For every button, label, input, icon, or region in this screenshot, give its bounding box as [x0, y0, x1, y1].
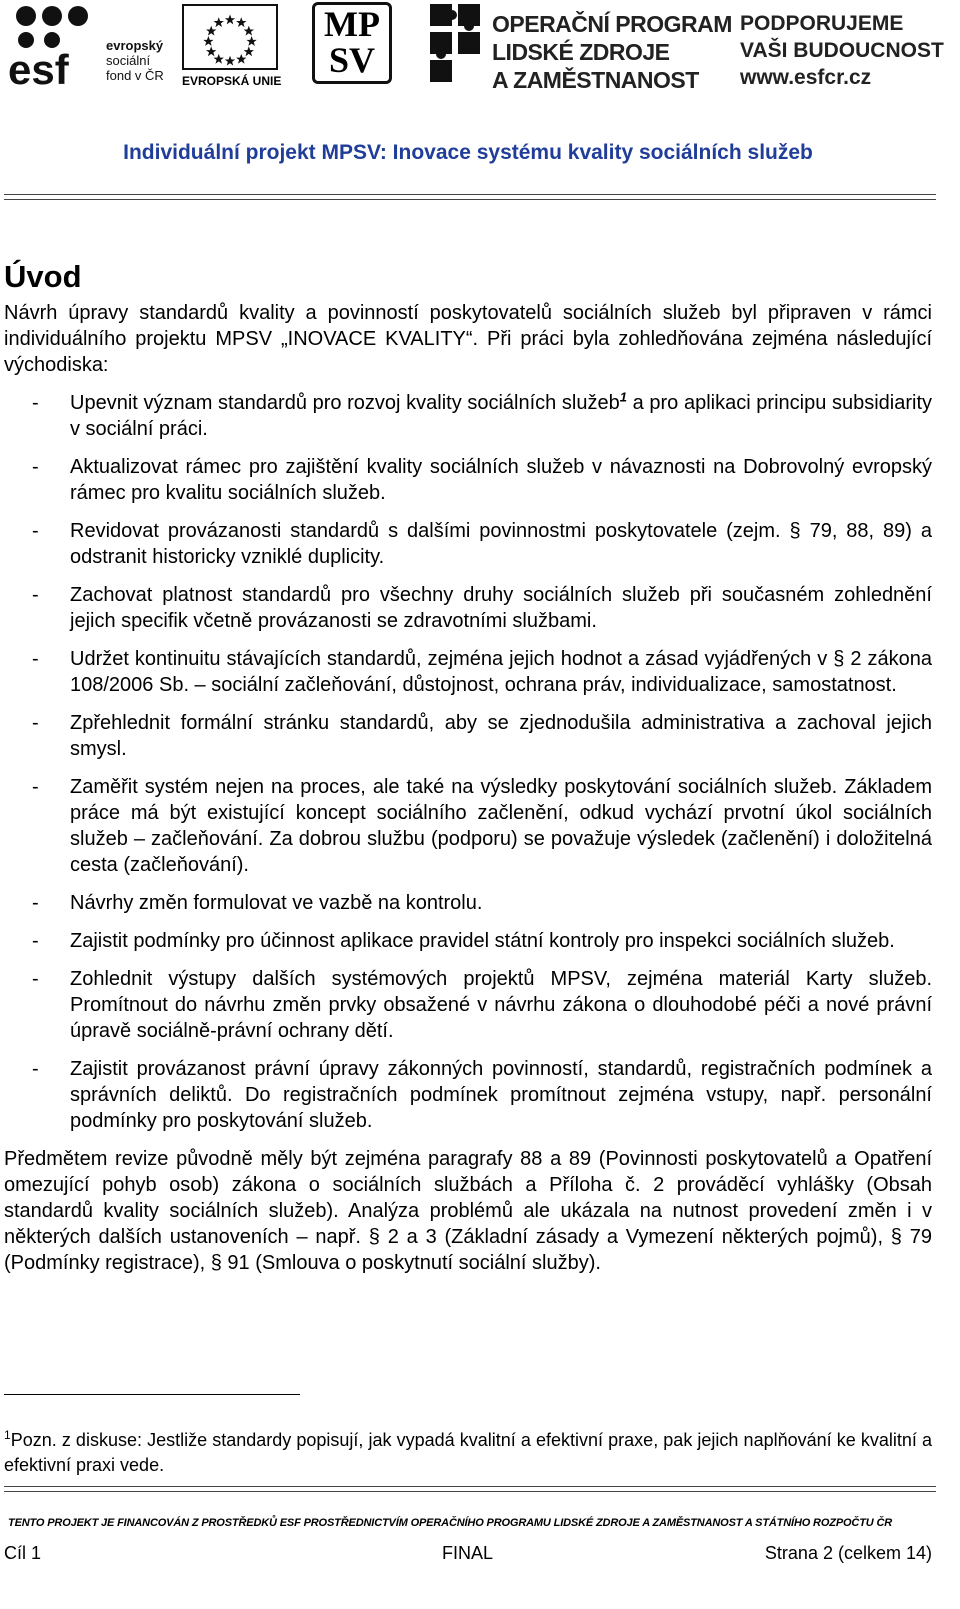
funding-statement: TENTO PROJEKT JE FINANCOVÁN Z PROSTŘEDKŮ ESF PROSTŘEDNICTVÍM OPERAČNÍHO PROGRAMU LIDSKÉ ZDROJE A ZAMĚSTNANOST A STÁTNÍHO ROZPOČTU ČR	[8, 1517, 893, 1529]
footer-goal: Cíl 1	[4, 1543, 42, 1563]
list-item	[4, 710, 932, 762]
dash-bullet-icon: -	[32, 776, 39, 798]
list-item	[4, 774, 932, 878]
dash-bullet-icon: -	[32, 584, 39, 606]
footer-status: FINAL	[442, 1543, 494, 1563]
dash-bullet-icon: -	[32, 392, 39, 414]
esf-logo-caption	[106, 38, 164, 83]
op-line-3: A ZAMĚSTNANOST	[492, 67, 699, 93]
esf-line-1: evropský	[106, 38, 164, 53]
list-item-text: Zohlednit výstupy dalších systémových projektů MPSV, zejména materiál Karty služeb. Promítnout do návrhu změn prvky obsažené v návrhu zákona o dlouhodobé péči a nové právní úpravě sociálně-právní ochrany dětí.	[70, 968, 932, 1042]
support-logo	[740, 2, 960, 90]
footnote-ref[interactable]: 1	[619, 389, 627, 405]
list-item-text: Upevnit význam standardů pro rozvoj kvality sociálních služeb	[70, 392, 620, 414]
bullet-list	[4, 390, 932, 1134]
dash-bullet-icon: -	[32, 1058, 39, 1080]
list-item-text: Revidovat provázanosti standardů s dalšími povinnostmi poskytovatele (zejm. § 79, 88, 89) a odstranit historicky vzniklé duplicity.	[70, 520, 932, 568]
op-line-1: OPERAČNÍ PROGRAM	[492, 11, 732, 37]
mpsv-logo	[312, 2, 396, 88]
document-body	[4, 256, 932, 1276]
mpsv-logo-text	[318, 6, 386, 78]
list-item-text: Aktualizovat rámec pro zajištění kvality sociálních služeb v návaznosti na Dobrovolný evropský rámec pro kvalitu sociálních služeb.	[70, 456, 932, 504]
list-item-text: Zajistit podmínky pro účinnost aplikace pravidel státní kontroly pro inspekci sociálních služeb.	[70, 930, 895, 952]
list-item	[4, 890, 932, 916]
dash-bullet-icon: -	[32, 712, 39, 734]
dash-bullet-icon: -	[32, 968, 39, 990]
mpsv-line-2: SV	[328, 40, 376, 80]
support-line-1: PODPORUJEME	[740, 12, 904, 35]
list-item	[4, 966, 932, 1044]
op-lzz-caption	[492, 10, 732, 94]
esf-line-3: fond v ČR	[106, 68, 164, 83]
dash-bullet-icon: -	[32, 456, 39, 478]
list-item-text: Návrhy změn formulovat ve vazbě na kontrolu.	[70, 892, 483, 914]
mpsv-line-1: MP	[324, 4, 380, 44]
page-number: Strana 2 (celkem 14)	[764, 1543, 932, 1563]
list-item-text: Zaměřit systém nejen na proces, ale také na výsledky poskytování sociálních služeb. Základem práce má být existující koncept sociálního začlenění, odkud vychází prvotní úkol sociálních služeb – začleňování. Za dobrou službu (podporu) se považuje výsledek (začlenění) i doložitelná cesta (začleňování).	[70, 776, 932, 876]
footnote-text: Pozn. z diskuse: Jestliže standardy popisují, jak vypadá kvalitní a efektivní praxe, pak jejich naplňování ke kvalitní a efektivní praxi vede.	[4, 1430, 932, 1475]
footnote-marker: 1	[4, 1428, 11, 1442]
header-divider	[4, 194, 936, 200]
op-line-2: LIDSKÉ ZDROJE	[492, 39, 670, 65]
list-item-text: Zachovat platnost standardů pro všechny druhy sociálních služeb při současném zohlednění jejich specifik včetně provázanosti se zdravotními službami.	[70, 584, 932, 632]
esf-logo-mark	[6, 2, 98, 88]
footnote-separator	[4, 1394, 300, 1395]
op-lzz-logo	[428, 2, 732, 93]
esf-mark-text: esf	[8, 46, 69, 88]
dash-bullet-icon: -	[32, 930, 39, 952]
dash-bullet-icon: -	[32, 520, 39, 542]
list-item-text: Zajistit provázanost právní úpravy zákonných povinností, standardů, registračních podmínek a správních deliktů. Do registračních podmínek promítnout zejména vstupy, např. personální podmínky pro poskytování služeb.	[70, 1058, 932, 1132]
list-item	[4, 390, 932, 442]
footer-divider	[4, 1486, 936, 1492]
list-item	[4, 518, 932, 570]
list-item	[4, 1056, 932, 1134]
esf-line-2: sociální	[106, 53, 151, 68]
list-item-text: Udržet kontinuitu stávajících standardů, zejména jejich hodnot a zásad vyjádřených v § 2 zákona 108/2006 Sb. – sociální začleňování, důstojnost, ochrana práv, individualizace, samostatnost.	[70, 648, 932, 696]
esf-logo	[6, 2, 174, 88]
dash-bullet-icon: -	[32, 648, 39, 670]
support-line-2: VAŠI BUDOUCNOST	[740, 39, 944, 62]
list-item	[4, 928, 932, 954]
dash-bullet-icon: -	[32, 892, 39, 914]
eu-logo-caption: EVROPSKÁ UNIE	[182, 74, 282, 88]
eu-stars-icon	[182, 4, 278, 70]
footnote	[4, 1428, 932, 1478]
list-item-text: Zpřehlednit formální stránku standardů, aby se zjednodušila administrativa a zachoval jejich smysl.	[70, 712, 932, 760]
list-item	[4, 454, 932, 506]
list-item	[4, 582, 932, 634]
section-heading: Úvod	[4, 259, 82, 294]
closing-paragraph: Předmětem revize původně měly být zejména paragrafy 88 a 89 (Povinnosti poskytovatelů a Opatření omezující pohyb osob) zákona o sociálních službách a Příloha č. 2 prováděcí vyhlášky (Obsah standardů kvality sociálních služeb). Analýza problémů ale ukázala na nutnost provedení změn i v některých dalších ustanoveních – např. § 2 a 3 (Základní zásady a Vymezení některých pojmů), § 79 (Podmínky registrace), § 91 (Smlouva o poskytnutí sociální služby).	[4, 1148, 932, 1274]
support-url: www.esfcr.cz	[740, 66, 872, 89]
project-title: Individuální projekt MPSV: Inovace systému kvality sociálních služeb	[123, 141, 813, 164]
eu-logo	[182, 2, 282, 90]
intro-paragraph: Návrh úpravy standardů kvality a povinností poskytovatelů sociálních služeb byl připraven v rámci individuálního projektu MPSV „INOVACE KVALITY“. Při práci byla zohledňována zejména následující východiska:	[4, 302, 932, 376]
support-caption	[740, 10, 944, 91]
list-item-text-cont: a pro aplikaci principu subsidiarity v sociální práci.	[70, 392, 933, 440]
puzzle-icon	[428, 2, 484, 88]
list-item	[4, 646, 932, 698]
logo-band	[0, 0, 960, 100]
